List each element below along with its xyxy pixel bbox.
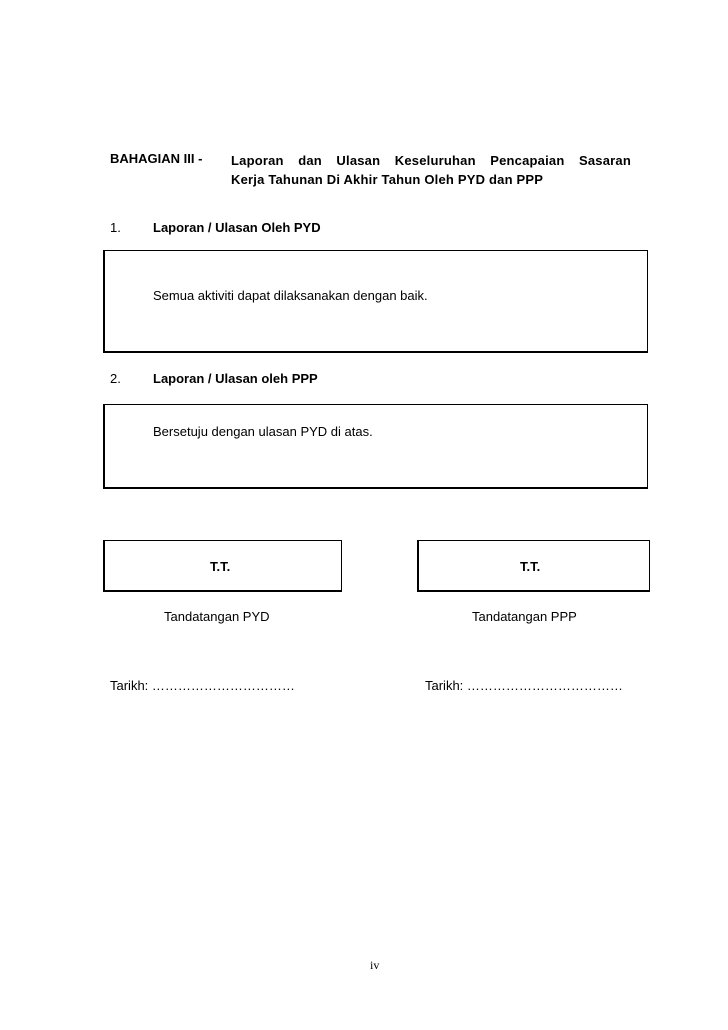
section-label: BAHAGIAN III - xyxy=(110,151,203,166)
pyd-date-line: Tarikh: …………………………… xyxy=(110,678,295,693)
pyd-report-text: Semua aktiviti dapat dilaksanakan dengan baik. xyxy=(153,288,428,303)
ppp-signature-text: T.T. xyxy=(520,559,541,574)
ppp-date-line: Tarikh: ……………………………… xyxy=(425,678,623,693)
section-title-line-2: Kerja Tahunan Di Akhir Tahun Oleh PYD dan PPP xyxy=(231,172,544,187)
ppp-report-text: Bersetuju dengan ulasan PYD di atas. xyxy=(153,424,373,439)
ppp-report-box xyxy=(103,404,648,489)
pyd-signature-box xyxy=(103,540,342,592)
pyd-signature-text: T.T. xyxy=(210,559,231,574)
ppp-signature-label: Tandatangan PPP xyxy=(472,609,577,624)
item-1-heading: Laporan / Ulasan Oleh PYD xyxy=(153,220,321,235)
section-title-line-1: Laporan dan Ulasan Keseluruhan Pencapaian Sasaran xyxy=(231,153,631,168)
page-number: iv xyxy=(370,958,380,972)
pyd-report-box xyxy=(103,250,648,353)
section-title xyxy=(231,151,631,189)
item-2-heading: Laporan / Ulasan oleh PPP xyxy=(153,371,318,386)
ppp-signature-box xyxy=(417,540,650,592)
item-1-number: 1. xyxy=(110,220,121,235)
item-2-number: 2. xyxy=(110,371,121,386)
pyd-signature-label: Tandatangan PYD xyxy=(164,609,270,624)
